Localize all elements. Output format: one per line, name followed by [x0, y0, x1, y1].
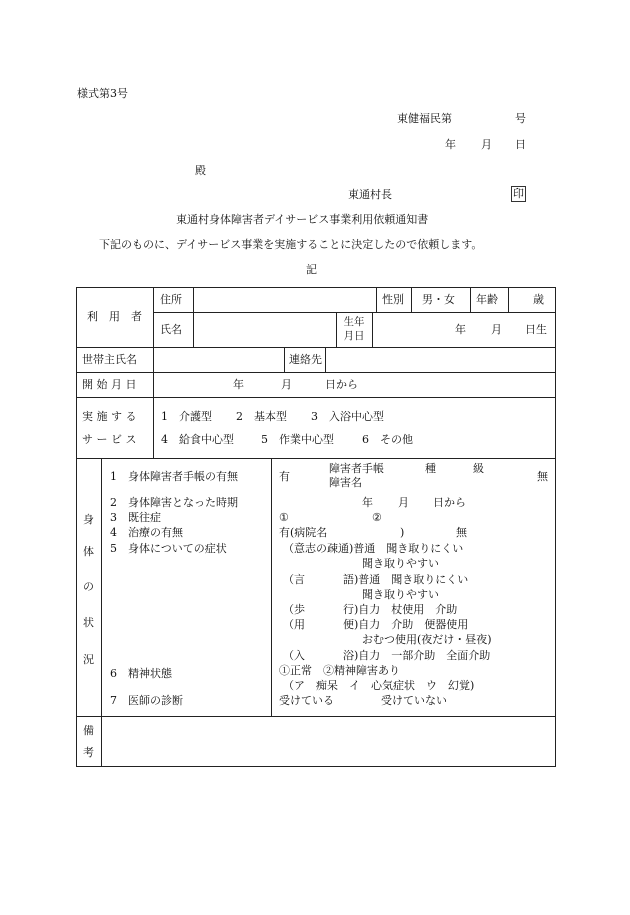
symptom-communication-2: 聞き取りやすい: [362, 557, 439, 570]
symptom-speech-a: （言: [283, 573, 305, 586]
contact-label: 連絡先: [289, 353, 322, 366]
table-line: [76, 287, 556, 288]
intro-text: 下記のものに、デイサービス事業を実施することに決定したので依頼します。: [99, 238, 483, 251]
table-line: [153, 312, 556, 313]
date-day: 日: [515, 138, 526, 151]
birth-day: 日生: [525, 323, 547, 336]
table-line: [284, 347, 285, 372]
table-line: [76, 766, 556, 767]
treatment-yes: 有(病院名: [279, 526, 328, 539]
symptom-bathing-a: （入: [283, 649, 305, 662]
start-date-label: 開 始 月 日: [82, 378, 137, 391]
age-label: 年齢: [476, 293, 498, 306]
table-line: [271, 458, 272, 716]
symptom-walking-b: 行)自力 杖使用 介助: [343, 603, 458, 616]
start-year: 年: [233, 378, 244, 391]
body-item-symptoms: 5 身体についての症状: [110, 542, 227, 555]
diagnosis-yes: 受けている: [279, 694, 334, 707]
handbook-class: 種: [425, 462, 436, 475]
history-2: ②: [372, 511, 382, 524]
table-line: [76, 372, 556, 373]
remarks-label-char: 備: [83, 724, 94, 737]
table-line: [193, 287, 194, 347]
name-label: 氏名: [160, 323, 182, 336]
symptom-speech-2: 聞き取りやすい: [362, 588, 439, 601]
body-label-char: 体: [83, 545, 94, 558]
symptom-walking-a: （歩: [283, 603, 305, 616]
body-label-char: の: [83, 580, 94, 593]
body-item-handbook: 1 身体障害者手帳の有無: [110, 470, 238, 483]
form-number: 様式第3号: [77, 87, 128, 100]
service-option: 5 作業中心型: [261, 433, 334, 446]
table-line: [508, 287, 509, 312]
service-option: 1 介護型: [161, 410, 212, 423]
table-line: [470, 287, 471, 312]
body-item-history: 3 既往症: [110, 511, 161, 524]
body-item-mental: 6 精神状態: [110, 667, 172, 680]
treatment-close: ): [400, 526, 405, 539]
date-month: 月: [481, 138, 492, 151]
doc-number-prefix: 東健福民第: [397, 112, 452, 125]
onset-year: 年: [362, 496, 373, 509]
handbook-name: 障害名: [329, 476, 362, 489]
birth-month: 月: [491, 323, 502, 336]
addressee-suffix: 殿: [195, 164, 206, 177]
handbook-yes: 有: [279, 470, 290, 483]
body-label-char: 況: [83, 653, 94, 666]
table-line: [325, 347, 326, 372]
symptom-toilet-b: 便)自力 介助 便器使用: [343, 618, 469, 631]
seal-stamp: 印: [513, 187, 524, 200]
table-line: [76, 458, 556, 459]
body-label-char: 状: [83, 616, 94, 629]
table-line: [153, 287, 154, 458]
symptom-speech-b: 語)普通 聞き取りにくい: [343, 573, 469, 586]
diagnosis-no: 受けていない: [381, 694, 447, 707]
date-year: 年: [445, 138, 456, 151]
onset-from: 日から: [433, 496, 466, 509]
service-option: 2 基本型: [236, 410, 287, 423]
household-head-label: 世帯主氏名: [82, 353, 137, 366]
history-1: ①: [279, 511, 289, 524]
services-label-2: サ ー ビ ス: [82, 433, 137, 446]
table-line: [76, 347, 556, 348]
service-option: 3 入浴中心型: [311, 410, 384, 423]
user-header: 利 用 者: [87, 310, 142, 323]
mental-state-2: （ア 痴呆 イ 心気症状 ウ 幻覚): [283, 679, 475, 692]
table-line: [101, 458, 102, 767]
sex-value: 男・女: [422, 293, 455, 306]
start-day-from: 日から: [325, 378, 358, 391]
sex-label: 性別: [382, 293, 404, 306]
birth-year: 年: [455, 323, 466, 336]
handbook-no: 無: [537, 470, 548, 483]
table-line: [76, 397, 556, 398]
table-line: [76, 716, 556, 717]
symptom-communication: （意志の疎通)普通 聞き取りにくい: [283, 542, 464, 555]
treatment-no: 無: [456, 526, 467, 539]
address-label: 住所: [160, 293, 182, 306]
remarks-label-char: 考: [83, 746, 94, 759]
handbook-book: 障害者手帳: [329, 462, 384, 475]
services-label-1: 実 施 す る: [82, 410, 137, 423]
body-label-char: 身: [83, 513, 94, 526]
table-line: [376, 287, 377, 312]
birth-label-2: 月日: [343, 330, 365, 342]
table-line: [76, 287, 77, 767]
document-title: 東通村身体障害者デイサービス事業利用依頼通知書: [176, 213, 429, 226]
body-item-diagnosis: 7 医師の診断: [110, 694, 183, 707]
start-month: 月: [281, 378, 292, 391]
service-option: 6 その他: [362, 433, 413, 446]
symptom-toilet-2: おむつ使用(夜だけ・昼夜): [362, 633, 492, 646]
body-item-onset: 2 身体障害となった時期: [110, 496, 238, 509]
handbook-grade: 級: [473, 462, 484, 475]
table-line: [372, 312, 373, 347]
issuer-title: 東通村長: [348, 188, 392, 201]
symptom-toilet-a: （用: [283, 618, 305, 631]
onset-month: 月: [398, 496, 409, 509]
table-line: [411, 287, 412, 312]
body-item-treatment: 4 治療の有無: [110, 526, 183, 539]
ki-label: 記: [306, 263, 317, 276]
doc-number-suffix: 号: [515, 112, 526, 125]
symptom-bathing-b: 浴)自力 一部介助 全面介助: [343, 649, 491, 662]
birth-label-1: 生年: [343, 316, 365, 328]
table-line: [555, 287, 556, 767]
age-unit: 歳: [533, 293, 544, 306]
service-option: 4 給食中心型: [161, 433, 234, 446]
mental-state-1: ①正常 ②精神障害あり: [279, 664, 400, 677]
